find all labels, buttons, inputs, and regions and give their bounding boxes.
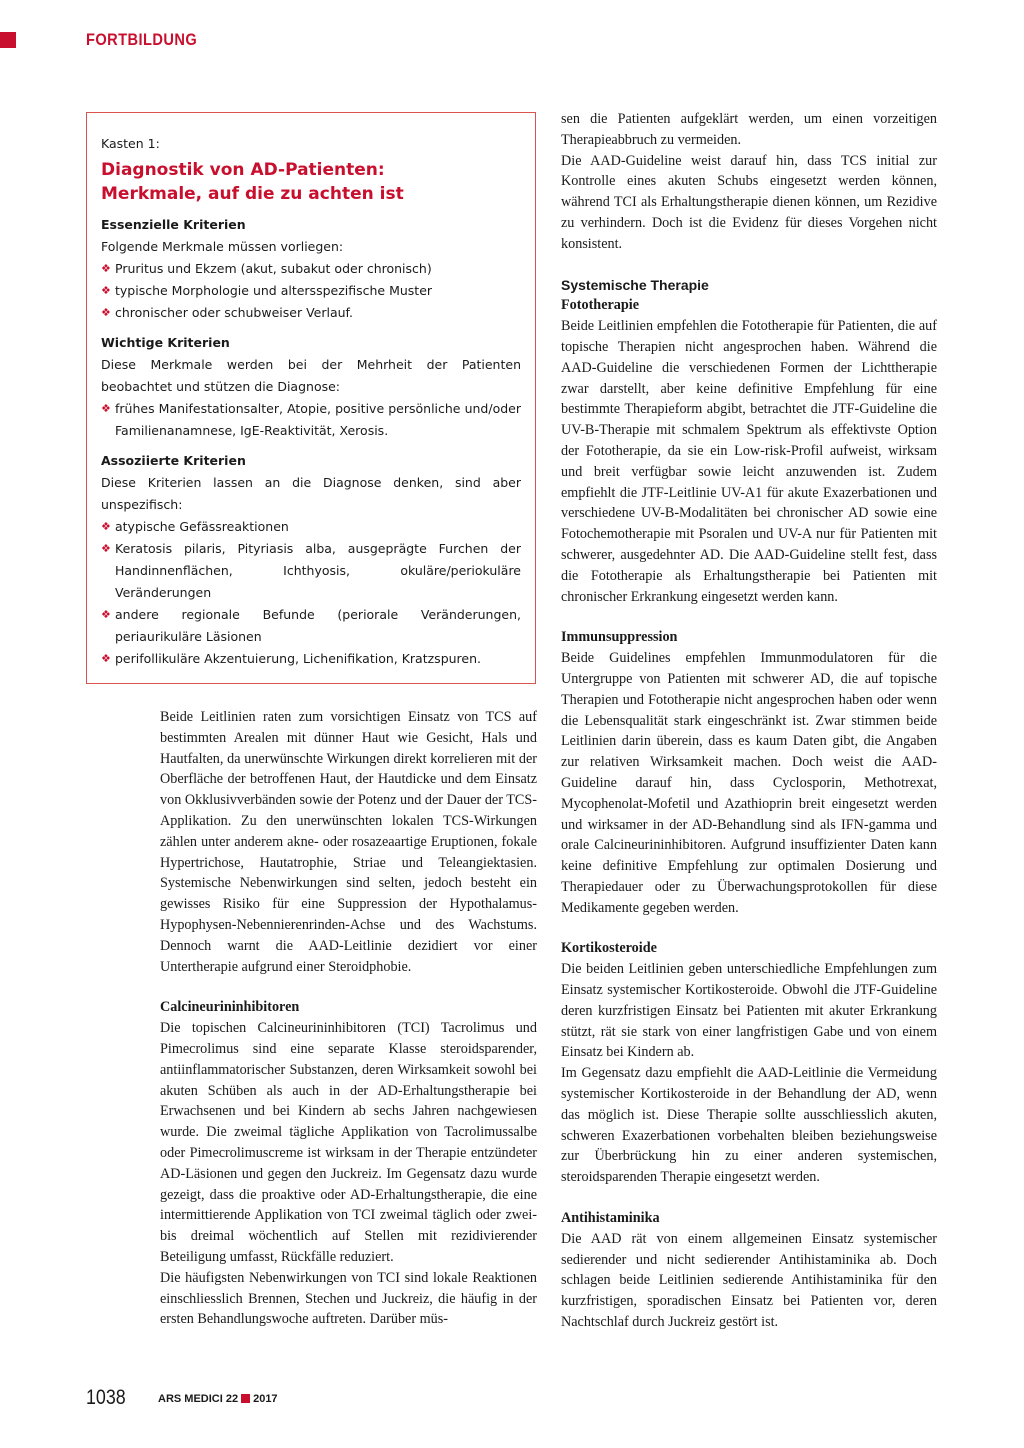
body-paragraph: Beide Leitlinien empfehlen die Fototherapie für Patienten, die auf topische Therapien nicht angesprochen haben. Während die AAD-Guideline die verschiedenen Formen der Lichttherapie zwar darstellt, aber keine definitive Empfehlung für eine bestimmte Therapieform abgibt, betrachtet die JTF-Guideline die UV-B-Therapie mit schmalem Spektrum als effektivste Option der Fototherapie, da sie ein Low-risk-Profil aufweist, wirksam und breit verfügbar sowie leicht anzuwenden ist. Zudem empfiehlt die JTF-Leitlinie UV-A1 für akute Exazerbationen und verschiedene UV-B-Modalitäten bei chronischer AD sowie eine Fotochemotherapie mit Psoralen und UV-A nur für Patienten mit schwerer, ausgedehnter AD. Die AAD-Guideline stellt fest, dass die Fototherapie als Erhaltungstherapie bei Patienten mit chronischer Erkrankung eingesetzt werden kann. [561,318,937,605]
body-paragraph: Die AAD-Guideline weist darauf hin, dass TCS initial zur Kontrolle eines akuten Schubs eingesetzt werden können, während TCI als Erhaltungstherapie dienen können, um Rezidive zu verhindern. Doch ist die Evidenz für dieses Vorgehen nicht konsistent. [561,152,937,252]
associated-criteria-list [101,516,521,670]
list-item: ❖ typische Morphologie und altersspezifische Muster [101,280,521,302]
right-column [561,109,937,1333]
diamond-bullet-icon: ❖ [101,608,111,621]
body-paragraph: Die topischen Calcineurininhibitoren (TCI) Tacrolimus und Pimecrolimus sind eine separate Klasse steroidsparender, antiinflammatorischer Substanzen, deren Wirksamkeit sowohl bei akuten Schüben als auch in der AD-Erhaltungstherapie bei Erwachsenen und bei Kindern ab sechs Jahren nachgewiesen wurde. Die zweimal tägliche Applikation von Tacrolimussalbe oder Pimecrolimuscreme ist wirksam in der Therapie entzündeter AD-Läsionen und gegen den Juckreiz. Im Gegensatz dazu wurde gezeigt, dass die proaktive oder AD-Erhaltungstherapie, die eine intermittierende Applikation von TCI zweimal täglich oder zwei- bis dreimal wöchentlich auf Stellen mit rezidivierender Beteiligung umfasst, Rückfälle reduziert. [160,1020,537,1265]
box-title-line-2: Merkmale, auf die zu achten ist [101,184,404,204]
page-number: 1038 [86,1386,126,1409]
list-item: ❖ Pruritus und Ekzem (akut, subakut oder chronisch) [101,258,521,280]
list-item: ❖ chronischer oder schubweiser Verlauf. [101,302,521,324]
diamond-bullet-icon: ❖ [101,306,111,319]
list-item: ❖ andere regionale Befunde (periorale Veränderungen, periaurikuläre Läsionen [101,604,521,648]
subheading-calcineurininhibitoren: Calcineurininhibitoren [160,999,300,1016]
box-title-line-1: Diagnostik von AD-Patienten: [101,160,385,180]
page-footer [86,1386,278,1410]
journal-info [158,1393,278,1405]
associated-criteria-intro: Diese Kriterien lassen an die Diagnose denken, sind aber unspezifisch: [101,475,521,512]
body-paragraph: Beide Leitlinien raten zum vorsichtigen Einsatz von TCS auf bestimmten Arealen mit dünner Haut wie Gesicht, Hals und Hautfalten, da unerwünschte Wirkungen direkt korrelieren mit der Oberfläche der betroffenen Haut, der Hautdicke und dem Einsatz von Okklusivverbänden sowie der Potenz und der Dauer der TCS-Applikation. Zu den unerwünschten lokalen TCS-Wirkungen zählen unter anderem akne- oder rosazeaartige Eruptionen, fokale Hypertrichose, Hautatrophie, Striae und Teleangiektasien. Systemische Nebenwirkungen sind selten, jedoch besteht ein gewisses Risiko für eine Suppression der Hypothalamus-Hypophysen-Nebennierenrinden-Achse und des Wachstums. Dennoch warnt die AAD-Leitlinie dezidiert vor einer Untertherapie aufgrund einer Steroidphobie. [160,709,537,975]
diamond-bullet-icon: ❖ [101,284,111,297]
diamond-bullet-icon: ❖ [101,262,111,275]
list-item: ❖ perifollikuläre Akzentuierung, Lichenifikation, Kratzspuren. [101,648,521,670]
box-title [101,158,521,206]
body-paragraph: sen die Patienten aufgeklärt werden, um einen vorzeitigen Therapieabbruch zu vermeiden. [561,111,937,148]
box-number: Kasten 1: [101,136,160,151]
body-paragraph: Die beiden Leitlinien geben unterschiedliche Empfehlungen zum Einsatz systemischer Kortikosteroide. Obwohl die JTF-Guideline deren kurzfristigen Einsatz bei Patienten mit akuter Erkrankung stützt, rät sie stark von einer langfristigen Gabe und von einem Einsatz bei Kindern ab. [561,961,937,1061]
important-criteria-intro: Diese Merkmale werden bei der Mehrheit der Patienten beobachtet und stützen die Diagnose: [101,357,521,394]
diamond-bullet-icon: ❖ [101,542,111,555]
journal-year: 2017 [253,1393,278,1405]
essential-criteria-list [101,258,521,324]
subheading-antihistaminika: Antihistaminika [561,1210,660,1227]
journal-name: ARS MEDICI 22 [158,1393,239,1405]
subheading-fototherapie: Fototherapie [561,297,640,314]
body-paragraph: Im Gegensatz dazu empfiehlt die AAD-Leitlinie die Vermeidung systemischer Kortikosteroide in der Behandlung der AD, wenn das möglich ist. Diese Therapie sollte ausschliesslich akuten, schweren Exazerbationen vorbehalten bleiben beziehungsweise zur Überbrückung hin zu einer anderen systemischen, steroidsparenden Therapie eingesetzt werden. [561,1065,937,1186]
body-paragraph: Die häufigsten Nebenwirkungen von TCI sind lokale Reaktionen einschliesslich Brennen, Stechen und Juckreiz, die häufig in der ersten Behandlungswoche auftreten. Darüber müs- [160,1269,537,1328]
associated-criteria-heading: Assoziierte Kriterien [101,453,246,468]
important-criteria-heading: Wichtige Kriterien [101,335,230,350]
body-paragraph: Die AAD rät von einem allgemeinen Einsatz systemischer sedierender und nicht sedierender Antihistaminika ab. Doch schlagen beide Leitlinien sedierende Antihistaminika für den kurzfristigen, sporadischen Einsatz bei Patienten vor, deren Nachtschlaf durch Juckreiz gestört ist. [561,1230,937,1331]
list-item: ❖ Keratosis pilaris, Pityriasis alba, ausgeprägte Furchen der Handinnenflächen, Ichthyosis, okuläre/periokuläre Veränderungen [101,538,521,604]
diamond-bullet-icon: ❖ [101,652,111,665]
left-column [160,707,537,1330]
list-item: ❖ frühes Manifestationsalter, Atopie, positive persönliche und/oder Familienanamnese, IgE-Reaktivität, Xerosis. [101,398,521,442]
section-heading-systemische-therapie: Systemische Therapie [561,276,709,293]
section-label: FORTBILDUNG [86,30,198,49]
essential-criteria-intro: Folgende Merkmale müssen vorliegen: [101,239,344,254]
info-box [86,112,536,684]
subheading-immunsuppression: Immunsuppression [561,629,678,646]
list-item: ❖ atypische Gefässreaktionen [101,516,521,538]
essential-criteria-heading: Essenzielle Kriterien [101,217,246,232]
diamond-bullet-icon: ❖ [101,402,111,415]
body-paragraph: Beide Guidelines empfehlen Immunmodulatoren für die Untergruppe von Patienten mit schwerer AD, die auf topische Therapien und Fototherapie nicht angesprochen haben oder wenn die Lebensqualität stark eingeschränkt ist. Zwar stimmen beide Leitlinien darin überein, dass es kaum Daten gibt, die Angaben zur relativen Wirksamkeit machen. Doch weist die AAD-Guideline darauf hin, dass Cyclosporin, Methotrexat, Mycophenolat-Mofetil und Azathioprin breit eingesetzt werden und wirksamer in der AD-Behandlung sind als IFN-gamma und orale Calcineurininhibitoren. Aufgrund insuffizienter Daten kann keine definitive Empfehlung zur optimalen Dosierung und Therapiedauer oder zu Überwachungsprotokollen für diese Medikamente gegeben werden. [561,650,937,916]
diamond-bullet-icon: ❖ [101,520,111,533]
subheading-kortikosteroide: Kortikosteroide [561,940,657,957]
section-marker [0,32,16,48]
important-criteria-list [101,398,521,442]
red-square-icon [241,1394,250,1403]
